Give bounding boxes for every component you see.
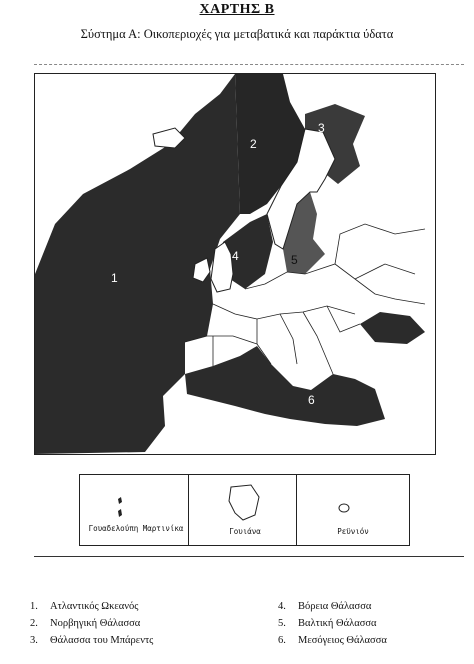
region-black-sea: [360, 312, 425, 344]
region-label-2: 2: [250, 137, 257, 151]
map-title: ΧΑΡΤΗΣ Β: [199, 2, 275, 17]
region-mediterranean-sea: [185, 346, 385, 426]
region-label-5: 5: [291, 253, 298, 267]
bottom-divider: [34, 556, 464, 557]
region-label-4: 4: [232, 249, 239, 263]
inset-guadeloupe-shape: [118, 497, 122, 504]
europe-map-svg: [35, 74, 435, 454]
inset-label-guiana: Γουιάνα: [229, 527, 261, 536]
legend-item: 1. Ατλαντικός Ωκεανός: [30, 601, 139, 612]
legend-item: 4. Βόρεια Θάλασσα: [278, 601, 372, 612]
inset-label-reunion: Ρεϋνιόν: [337, 527, 369, 536]
inset-martinique-shape: [118, 509, 122, 517]
legend-item: 5. Βαλτική Θάλασσα: [278, 618, 377, 629]
top-divider: [34, 64, 464, 65]
inset-guiana: [188, 474, 302, 546]
legend-right: [278, 598, 387, 649]
legend-left: [30, 598, 153, 649]
map-subtitle: Σύστημα Α: Οικοπεριοχές για μεταβατικά και παράκτια ύδατα: [80, 27, 394, 41]
inset-reunion-shape: [339, 504, 349, 512]
inset-reunion: [296, 474, 410, 546]
inset-label-guadeloupe: Γουαδελούπη Μαρτινίκα: [88, 524, 184, 533]
region-label-6: 6: [308, 393, 315, 407]
inset-guiana-shape: [229, 485, 259, 520]
inset-guadeloupe-martinique: [79, 474, 193, 546]
region-label-3: 3: [318, 121, 325, 135]
legend-item: 3. Θάλασσα του Μπάρεντς: [30, 635, 154, 646]
legend-item: 2. Νορβηγική Θάλασσα: [30, 618, 141, 629]
europe-map: [34, 73, 436, 455]
legend-item: 6. Μεσόγειος Θάλασσα: [278, 635, 387, 646]
region-label-1: 1: [111, 271, 118, 285]
